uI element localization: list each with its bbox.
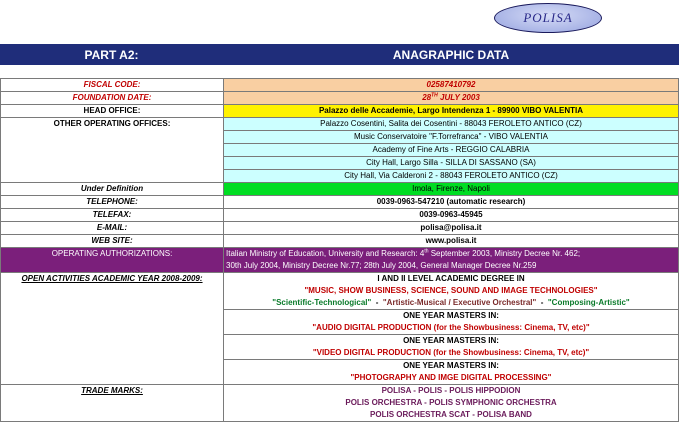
fiscal-code-label: FISCAL CODE: xyxy=(1,79,224,92)
row-other-office xyxy=(1,118,679,131)
trademarks-line: POLIS ORCHESTRA - POLIS SYMPHONIC ORCHESTRA xyxy=(345,398,557,407)
authorizations-line2: 30th July 2004, Ministry Decree Nr.77; 28th July 2004, General Manager Decree Nr.259 xyxy=(226,261,537,270)
telephone-value: 0039-0963-547210 (automatic research) xyxy=(224,196,679,209)
foundation-day: 28 xyxy=(422,93,432,102)
row-head-office xyxy=(1,105,679,118)
authorizations-line1 xyxy=(226,248,676,260)
other-office-item: City Hall, Largo Silla - SILLA DI SASSANO (SA) xyxy=(224,157,679,170)
header-title: ANAGRAPHIC DATA xyxy=(392,47,510,62)
master-title: ONE YEAR MASTERS IN: xyxy=(403,361,499,370)
row-telefax xyxy=(1,209,679,222)
website-value[interactable]: www.polisa.it xyxy=(224,235,679,248)
row-fiscal-code xyxy=(1,79,679,92)
degree-option: "Scientific-Technological" xyxy=(272,298,372,307)
row-trademarks xyxy=(1,385,679,422)
authorizations-line1-sup: th xyxy=(424,248,429,255)
row-under-definition xyxy=(1,183,679,196)
trademarks-label: TRADE MARKS: xyxy=(1,385,224,422)
master-subtitle: "VIDEO DIGITAL PRODUCTION (for the Showbusiness: Cinema, TV, etc)" xyxy=(312,348,590,357)
foundation-date-label: FOUNDATION DATE: xyxy=(1,92,224,105)
authorizations-line1-b: September 2003, Ministry Decree Nr. 462; xyxy=(428,249,581,258)
master-subtitle: "PHOTOGRAPHY AND IMGE DIGITAL PROCESSING" xyxy=(350,373,552,382)
email-label: E-MAIL: xyxy=(1,222,224,235)
head-office-value: Palazzo delle Accademie, Largo Intendenza 1 - 89900 VIBO VALENTIA xyxy=(224,105,679,118)
telephone-label: TELEPHONE: xyxy=(1,196,224,209)
degree-option: "Artistic-Musical / Executive Orchestral" xyxy=(382,298,537,307)
degree-title: I AND II LEVEL ACADEMIC DEGREE IN xyxy=(377,274,525,283)
option-dash: - xyxy=(540,298,544,307)
other-office-item: Academy of Fine Arts - REGGIO CALABRIA xyxy=(224,144,679,157)
email-value[interactable]: polisa@polisa.it xyxy=(224,222,679,235)
under-definition-value: Imola, Firenze, Napoli xyxy=(224,183,679,196)
master-title: ONE YEAR MASTERS IN: xyxy=(403,311,499,320)
under-definition-label: Under Definition xyxy=(1,183,224,196)
foundation-rest: JULY 2003 xyxy=(440,93,480,102)
degree-subtitle: "MUSIC, SHOW BUSINESS, SCIENCE, SOUND AND IMAGE TECHNOLOGIES" xyxy=(304,286,598,295)
polisa-logo xyxy=(494,3,602,33)
activities-label: OPEN ACTIVITIES ACADEMIC YEAR 2008-2009: xyxy=(1,273,224,385)
degree-option: "Composing-Artistic" xyxy=(547,298,630,307)
other-office-item: Music Conservatoire "F.Torrefranca" - VIBO VALENTIA xyxy=(224,131,679,144)
other-offices-label: OTHER OPERATING OFFICES: xyxy=(1,118,224,183)
row-foundation-date xyxy=(1,92,679,105)
activity-block-degree xyxy=(224,273,679,310)
master-subtitle: "AUDIO DIGITAL PRODUCTION (for the Showbusiness: Cinema, TV, etc)" xyxy=(312,323,590,332)
other-office-item: Palazzo Cosentini, Salita dei Cosentini - 88043 FEROLETO ANTICO (CZ) xyxy=(224,118,679,131)
activity-block-photo xyxy=(224,360,679,385)
website-label: WEB SITE: xyxy=(1,235,224,248)
foundation-date-value xyxy=(224,92,679,105)
trademarks-line: POLISA - POLIS - POLIS HIPPODION xyxy=(381,386,521,395)
authorizations-value xyxy=(224,248,679,273)
trademarks-line: POLIS ORCHESTRA SCAT - POLISA BAND xyxy=(370,410,532,419)
head-office-label: HEAD OFFICE: xyxy=(1,105,224,118)
option-dash: - xyxy=(375,298,379,307)
telefax-label: TELEFAX: xyxy=(1,209,224,222)
authorizations-label: OPERATING AUTHORIZATIONS: xyxy=(1,248,224,273)
other-office-item: City Hall, Via Calderoni 2 - 88043 FEROLETO ANTICO (CZ) xyxy=(224,170,679,183)
foundation-suffix: TH xyxy=(431,92,438,99)
row-email xyxy=(1,222,679,235)
row-activities xyxy=(1,273,679,310)
fiscal-code-value: 02587410792 xyxy=(224,79,679,92)
telefax-value: 0039-0963-45945 xyxy=(224,209,679,222)
authorizations-line1-a: Italian Ministry of Education, University and Research: 4 xyxy=(226,249,425,258)
row-website xyxy=(1,235,679,248)
anagraphic-table xyxy=(0,78,679,422)
logo-text: POLISA xyxy=(523,10,573,25)
section-header xyxy=(0,44,679,65)
master-title: ONE YEAR MASTERS IN: xyxy=(403,336,499,345)
header-spacer xyxy=(0,65,679,78)
activity-block-video xyxy=(224,335,679,360)
row-authorizations xyxy=(1,248,679,273)
row-telephone xyxy=(1,196,679,209)
trademarks-value xyxy=(224,385,679,422)
header-part: PART A2: xyxy=(84,47,139,62)
activity-block-audio xyxy=(224,310,679,335)
degree-options xyxy=(226,297,676,309)
